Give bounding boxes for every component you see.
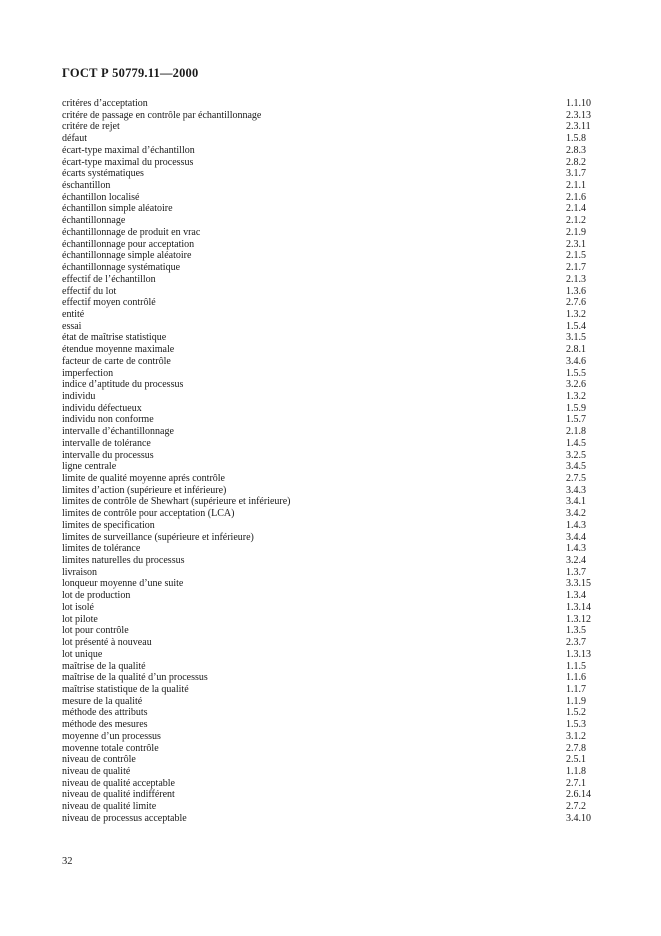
index-row — [62, 403, 600, 415]
index-term: niveau de qualité acceptable — [62, 777, 175, 789]
index-term: effectif de l’échantillon — [62, 273, 156, 285]
index-row — [62, 332, 600, 344]
index-term: individu — [62, 390, 96, 402]
index-reference: 2.1.4 — [566, 203, 586, 215]
index-term: intervalle d’échantillonnage — [62, 426, 174, 438]
index-term: échantillonnage pour acceptation — [62, 238, 195, 250]
index-term: écart-type maximal d’échantillon — [62, 144, 195, 156]
index-term: effectif du lot — [62, 285, 117, 297]
page-number: 32 — [62, 856, 73, 867]
index-term: lot de production — [62, 590, 131, 602]
index-row — [62, 309, 600, 321]
index-term: lot présenté à nouveau — [62, 637, 152, 649]
index-reference: 3.2.4 — [566, 555, 586, 567]
index-term: échantillonnage systématique — [62, 262, 181, 274]
index-term: lot unique — [62, 648, 103, 660]
index-term: essai — [62, 320, 82, 332]
index-term: état de maîtrise statistique — [62, 332, 167, 344]
index-term: niveau de qualité indifférent — [62, 789, 175, 801]
index-row — [62, 391, 600, 403]
index-row — [62, 672, 600, 684]
index-row — [62, 766, 600, 778]
index-term: maîtrise de la qualité — [62, 660, 146, 672]
index-reference: 3.1.2 — [566, 730, 586, 742]
index-row — [62, 262, 600, 274]
index-reference: 1.1.9 — [566, 695, 586, 707]
index-row — [62, 368, 600, 380]
index-term: méthode des mesures — [62, 719, 148, 731]
index-row — [62, 321, 600, 333]
index-reference: 2.1.6 — [566, 191, 586, 203]
index-term: imperfection — [62, 367, 114, 379]
index-term: limites de specification — [62, 519, 155, 531]
index-reference: 3.4.1 — [566, 496, 586, 508]
index-term: limites de tolérance — [62, 543, 141, 555]
index-reference: 1.1.10 — [566, 98, 591, 109]
index-row — [62, 707, 600, 719]
index-reference: 2.1.3 — [566, 273, 586, 285]
index-reference: 1.3.2 — [566, 390, 586, 402]
index-row — [62, 239, 600, 251]
index-term: livraison — [62, 566, 97, 578]
index-row — [62, 203, 600, 215]
index-row — [62, 555, 600, 567]
index-row — [62, 684, 600, 696]
index-reference: 1.3.13 — [566, 648, 591, 660]
index-term: entité — [62, 308, 85, 320]
index-term: défaut — [62, 133, 87, 145]
index-row — [62, 286, 600, 298]
index-reference: 2.1.7 — [566, 262, 586, 274]
index-term: facteur de carte de contrôle — [62, 355, 171, 367]
index-row — [62, 485, 600, 497]
index-row — [62, 215, 600, 227]
index-reference: 1.3.4 — [566, 590, 586, 602]
index-term: échantillonnage de produit en vrac — [62, 226, 201, 238]
index-reference: 2.8.2 — [566, 156, 586, 168]
index-reference: 3.1.5 — [566, 332, 586, 344]
index-term: échantillonnage simple aléatoire — [62, 250, 192, 262]
index-reference: 1.1.6 — [566, 672, 586, 684]
index-term: niveau de processus acceptable — [62, 812, 187, 824]
index-term: ligne centrale — [62, 461, 117, 473]
term-index-list — [62, 98, 600, 825]
index-reference: 1.3.5 — [566, 625, 586, 637]
index-reference: 2.8.3 — [566, 144, 586, 156]
index-row — [62, 227, 600, 239]
index-row — [62, 778, 600, 790]
index-reference: 2.1.2 — [566, 215, 586, 227]
index-reference: 2.5.1 — [566, 754, 586, 766]
index-row — [62, 438, 600, 450]
index-term: limites de contrôle de Shewhart (supérieure et inférieure) — [62, 496, 291, 508]
index-term: limite de qualité moyenne aprés contrôle — [62, 473, 225, 484]
index-term: échantillon simple aléatoire — [62, 203, 173, 215]
index-row — [62, 133, 600, 145]
index-row — [62, 543, 600, 555]
index-row — [62, 121, 600, 133]
index-row — [62, 590, 600, 602]
index-term: critére de rejet — [62, 121, 120, 133]
index-term: méthode des attributs — [62, 707, 148, 719]
index-term: échantillon localisé — [62, 191, 140, 203]
index-row — [62, 532, 600, 544]
index-reference: 1.5.5 — [566, 367, 586, 379]
index-term: lot pour contrôle — [62, 625, 129, 637]
index-reference: 2.7.6 — [566, 297, 586, 309]
index-row — [62, 461, 600, 473]
index-row — [62, 98, 600, 110]
index-row — [62, 145, 600, 157]
index-reference: 1.3.6 — [566, 285, 586, 297]
index-reference: 2.8.1 — [566, 344, 586, 356]
index-reference: 1.1.7 — [566, 683, 586, 695]
index-reference: 3.2.6 — [566, 379, 586, 391]
index-reference: 2.1.9 — [566, 226, 586, 238]
index-reference: 1.3.7 — [566, 566, 586, 578]
index-row — [62, 496, 600, 508]
index-row — [62, 637, 600, 649]
index-term: maîtrise de la qualité d’un processus — [62, 672, 208, 684]
index-reference: 1.1.5 — [566, 660, 586, 672]
index-term: étendue moyenne maximale — [62, 344, 175, 356]
index-reference: 2.7.1 — [566, 777, 586, 789]
index-reference: 1.5.3 — [566, 719, 586, 731]
index-row — [62, 168, 600, 180]
index-term: intervalle du processus — [62, 449, 154, 461]
index-term: intervalle de tolérance — [62, 437, 151, 449]
index-row — [62, 743, 600, 755]
index-term: individu non conforme — [62, 414, 154, 426]
index-row — [62, 661, 600, 673]
index-row — [62, 379, 600, 391]
index-term: movenne totale contrôle — [62, 742, 159, 754]
index-row — [62, 414, 600, 426]
index-row — [62, 157, 600, 169]
index-reference: 3.4.3 — [566, 484, 586, 496]
index-row — [62, 754, 600, 766]
index-row — [62, 731, 600, 743]
index-term: effectif moyen contrôlé — [62, 297, 156, 309]
index-term: indice d’aptitude du processus — [62, 379, 184, 391]
index-term: écarts systématiques — [62, 168, 144, 180]
index-term: niveau de qualité limite — [62, 801, 157, 813]
index-reference: 1.5.4 — [566, 320, 586, 332]
index-reference: 1.3.2 — [566, 308, 586, 320]
index-row — [62, 274, 600, 286]
index-term: lot isolé — [62, 601, 94, 613]
index-row — [62, 110, 600, 122]
index-row — [62, 801, 600, 813]
index-row — [62, 297, 600, 309]
index-row — [62, 789, 600, 801]
index-reference: 3.4.10 — [566, 812, 591, 824]
index-row — [62, 344, 600, 356]
index-term: limites de surveillance (supérieure et inférieure) — [62, 531, 254, 543]
index-reference: 2.7.2 — [566, 801, 586, 813]
index-reference: 1.3.12 — [566, 613, 591, 625]
index-reference: 2.6.14 — [566, 789, 591, 801]
index-reference: 1.4.3 — [566, 543, 586, 555]
index-reference: 1.5.7 — [566, 414, 586, 426]
index-term: limites naturelles du processus — [62, 555, 185, 567]
index-term: échantillonnage — [62, 215, 126, 227]
index-row — [62, 250, 600, 262]
index-term: limites d’action (supérieure et inférieure) — [62, 484, 227, 496]
index-row — [62, 649, 600, 661]
index-row — [62, 578, 600, 590]
index-row — [62, 180, 600, 192]
index-reference: 3.4.6 — [566, 355, 586, 367]
index-term: individu défectueux — [62, 402, 142, 414]
index-term: éschantillon — [62, 180, 111, 192]
index-term: niveau de qualité — [62, 765, 131, 777]
index-row — [62, 426, 600, 438]
index-term: critéres d’acceptation — [62, 98, 148, 109]
index-term: limites de contrôle pour acceptation (LCA) — [62, 508, 235, 520]
index-reference: 3.4.2 — [566, 508, 586, 520]
index-reference: 1.1.8 — [566, 765, 586, 777]
index-reference: 1.5.8 — [566, 133, 586, 145]
index-reference: 1.4.5 — [566, 437, 586, 449]
index-row — [62, 508, 600, 520]
document-title: ГОСТ Р 50779.11—2000 — [62, 66, 199, 80]
index-row — [62, 567, 600, 579]
index-term: moyenne d’un processus — [62, 730, 161, 742]
index-row — [62, 602, 600, 614]
index-reference: 2.3.11 — [566, 121, 591, 133]
index-term: maîtrise statistique de la qualité — [62, 683, 189, 695]
index-term: mesure de la qualité — [62, 695, 143, 707]
index-reference: 1.4.3 — [566, 519, 586, 531]
index-row — [62, 356, 600, 368]
index-reference: 2.1.8 — [566, 426, 586, 438]
index-reference: 2.7.5 — [566, 473, 586, 484]
index-term: niveau de contrôle — [62, 754, 136, 766]
index-row — [62, 696, 600, 708]
index-reference: 3.2.5 — [566, 449, 586, 461]
index-reference: 3.4.5 — [566, 461, 586, 473]
index-term: lot pilote — [62, 613, 98, 625]
index-reference: 2.3.1 — [566, 238, 586, 250]
index-reference: 1.5.9 — [566, 402, 586, 414]
index-row — [62, 192, 600, 204]
index-reference: 2.3.7 — [566, 637, 586, 649]
index-reference: 1.5.2 — [566, 707, 586, 719]
index-reference: 3.1.7 — [566, 168, 586, 180]
index-reference: 1.3.14 — [566, 601, 591, 613]
index-term: écart-type maximal du processus — [62, 156, 194, 168]
index-term: critére de passage en contrôle par échantillonnage — [62, 109, 262, 121]
index-row — [62, 520, 600, 532]
index-row — [62, 614, 600, 626]
index-row — [62, 473, 600, 485]
index-row — [62, 450, 600, 462]
index-term: lonqueur moyenne d’une suite — [62, 578, 184, 590]
index-reference: 2.1.5 — [566, 250, 586, 262]
index-reference: 2.1.1 — [566, 180, 586, 192]
index-reference: 2.3.13 — [566, 109, 591, 121]
index-row — [62, 719, 600, 731]
index-row — [62, 813, 600, 825]
index-reference: 3.4.4 — [566, 531, 586, 543]
index-row — [62, 625, 600, 637]
index-reference: 2.7.8 — [566, 742, 586, 754]
index-reference: 3.3.15 — [566, 578, 591, 590]
